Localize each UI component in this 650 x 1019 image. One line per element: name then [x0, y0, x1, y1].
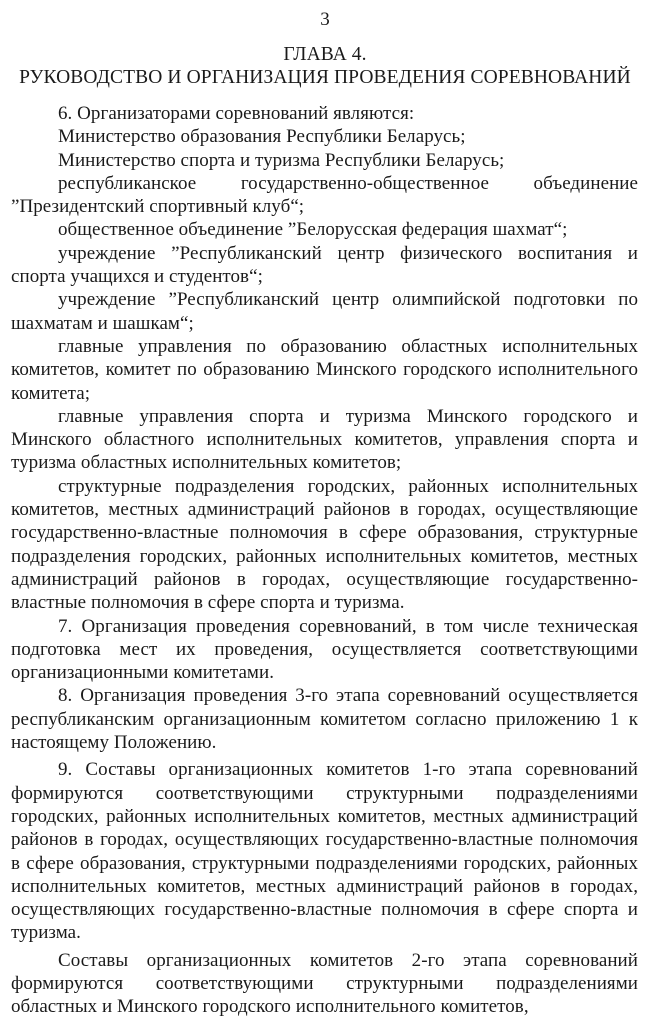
paragraph-item-6: 6. Организаторами соревнований являются: [58, 103, 415, 124]
paragraph-item-8: 8. Организация проведения 3-го этапа соревнований осуществляется республиканским организационным комитетом согласно приложению 1 к настоящему Положению. [11, 685, 638, 754]
paragraph-item-7: 7. Организация проведения соревнований, в том числе техническая подготовка мест их проведения, осуществляется соответствующими организационными комитетами. [11, 615, 638, 684]
paragraph-organizer-education-departments: главные управления по образованию областных исполнительных комитетов, комитет по образованию Минского городского исполнительного комитета; [11, 335, 638, 404]
document-body [11, 102, 638, 1019]
paragraph-item-9: 9. Составы организационных комитетов 1-го этапа соревнований формируются соответствующими структурными подразделениями городских, районных исполнительных комитетов, местных администраций районов в городах, осуществляющих государственно-властные полномочия в сфере образования, структурными подразделениями городских, районных исполнительных комитетов, местных администраций районов в городах, осуществляющих государственно-властные полномочия в сфере спорта и туризма. [11, 759, 638, 944]
paragraph-organizer-president-club: республиканское государственно-общественное объединение ”Президентский спортивный клуб“; [11, 172, 638, 218]
paragraph-organizer-sport-departments: главные управления спорта и туризма Минского городского и Минского областного исполнительных комитетов, управления спорта и туризма областных исполнительных комитетов; [11, 405, 638, 474]
paragraph-item-9-stage-2: Составы организационных комитетов 2-го этапа соревнований формируются соответствующими структурными подразделениями областных и Минского городского исполнительного комитетов, [11, 949, 638, 1018]
page-number: 3 [320, 9, 330, 30]
paragraph-organizer-physical-education-center: учреждение ”Республиканский центр физического воспитания и спорта учащихся и студентов“; [11, 242, 638, 288]
chapter-label: ГЛАВА 4. [283, 44, 367, 65]
paragraph-organizer-ministry-sport: Министерство спорта и туризма Республики Беларусь; [58, 149, 505, 171]
paragraph-organizer-olympic-center: учреждение ”Республиканский центр олимпийской подготовки по шахматам и шашкам“; [11, 289, 638, 334]
paragraph-organizer-ministry-education: Министерство образования Республики Беларусь; [58, 126, 466, 148]
paragraph-organizer-structural-units: структурные подразделения городских, районных исполнительных комитетов, местных администраций районов в городах, осуществляющие государственно-властные полномочия в сфере образования, структурные подразделения городских, районных исполнительных комитетов, местных администраций районов в городах, осуществляющие государственно-властные полномочия в сфере спорта и туризма. [11, 475, 638, 614]
paragraph-organizer-chess-federation: общественное объединение ”Белорусская федерация шахмат“; [58, 219, 568, 241]
chapter-title: РУКОВОДСТВО И ОРГАНИЗАЦИЯ ПРОВЕДЕНИЯ СОРЕВНОВАНИЙ [19, 67, 631, 88]
